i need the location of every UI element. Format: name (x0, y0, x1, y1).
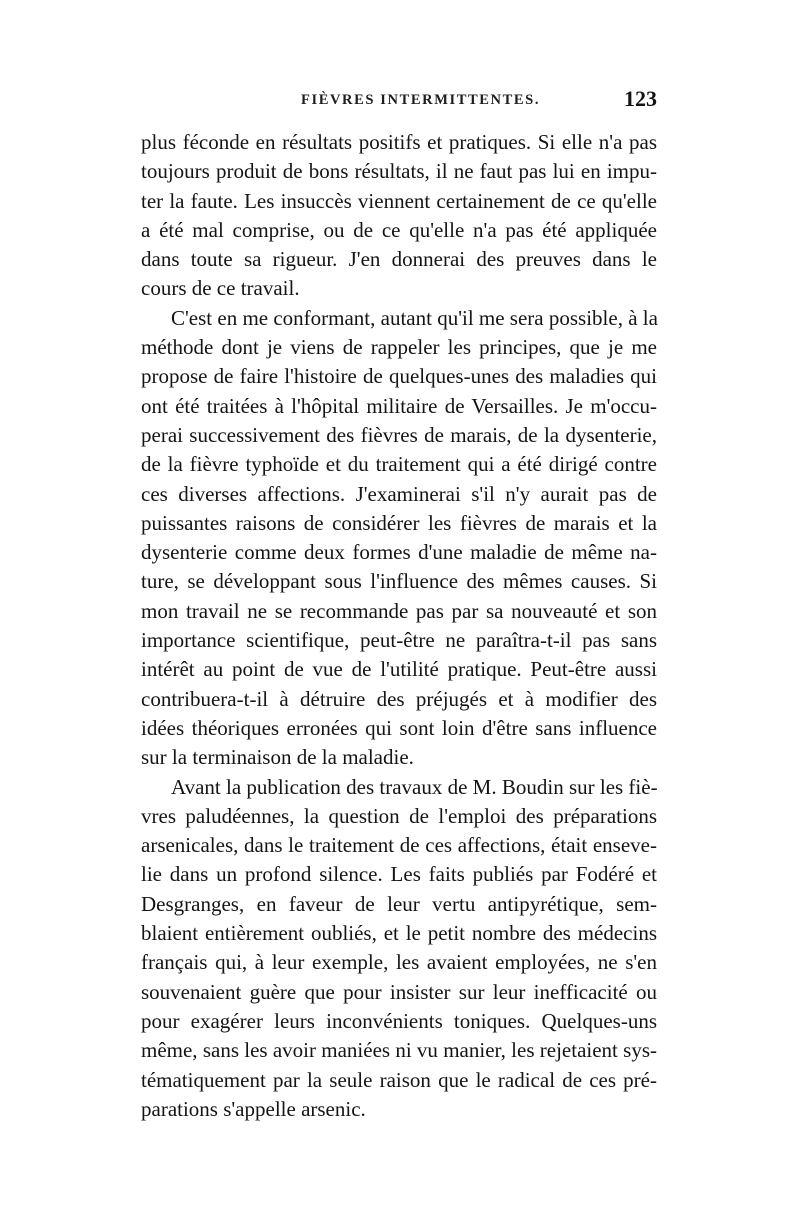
text-line: ture, se développant sous l'influence des mêmes causes. Si (141, 569, 657, 594)
text-line: dans toute sa rigueur. J'en donnerai des preuves dans le (141, 247, 657, 272)
text-line: propose de faire l'histoire de quelques-unes des maladies qui (141, 364, 657, 389)
text-line: arsenicales, dans le traitement de ces affections, était enseve- (141, 833, 657, 858)
text-line: Avant la publication des travaux de M. Boudin sur les fiè- (171, 774, 658, 799)
text-line: ces diverses affections. J'examinerai s'il n'y aurait pas de (141, 481, 657, 506)
text-line: même, sans les avoir maniées ni vu manier, les rejetaient sys- (141, 1038, 657, 1063)
text-line: cours de ce travail. (141, 276, 300, 301)
text-line: dysenterie comme deux formes d'une maladie de même na- (141, 540, 657, 565)
text-line: perai successivement des fièvres de marais, de la dysenterie, (141, 422, 657, 447)
paragraph-3 (141, 773, 657, 1125)
text-line: souvenaient guère que pour insister sur leur inefficacité ou (141, 979, 657, 1004)
text-line: toujours produit de bons résultats, il ne faut pas lui en impu- (141, 159, 657, 184)
page-number: 123 (624, 86, 657, 111)
text-line: C'est en me conformant, autant qu'il me sera possible, à la (171, 305, 658, 330)
text-line: idées théoriques erronées qui sont loin d'être sans influence (141, 715, 657, 740)
running-title: FIÈVRES INTERMITTENTES. (301, 92, 541, 108)
text-line: puissantes raisons de considérer les fièvres de marais et la (141, 510, 657, 535)
text-line: a été mal comprise, ou de ce qu'elle n'a pas été appliquée (141, 217, 657, 242)
text-line: de la fièvre typhoïde et du traitement qui a été dirigé contre (141, 452, 657, 477)
text-line: méthode dont je viens de rappeler les principes, que je me (141, 335, 657, 360)
paragraph-2 (141, 304, 657, 773)
text-line: contribuera-t-il à détruire des préjugés et à modifier des (141, 686, 657, 711)
text-line: tématiquement par la seule raison que le radical de ces pré- (141, 1067, 657, 1092)
text-line: pour exagérer leurs inconvénients toniques. Quelques-uns (141, 1008, 657, 1033)
text-line: ont été traitées à l'hôpital militaire de Versailles. Je m'occu- (141, 393, 657, 418)
text-line: importance scientifique, peut-être ne paraîtra-t-il pas sans (141, 628, 657, 653)
body-text (141, 128, 657, 1124)
text-line: français qui, à leur exemple, les avaient employées, ne s'en (141, 950, 657, 975)
text-line: intérêt au point de vue de l'utilité pratique. Peut-être aussi (141, 657, 657, 682)
text-line: Desgranges, en faveur de leur vertu antipyrétique, sem- (141, 891, 657, 916)
text-line: ter la faute. Les insuccès viennent certainement de ce qu'elle (141, 188, 657, 213)
text-line: plus féconde en résultats positifs et pratiques. Si elle n'a pas (141, 130, 657, 154)
paragraph-1 (141, 128, 657, 304)
text-line: parations s'appelle arsenic. (141, 1096, 366, 1121)
text-line: sur la terminaison de la maladie. (141, 745, 414, 770)
text-line: vres paludéennes, la question de l'emploi des préparations (141, 803, 657, 828)
text-line: blaient entièrement oubliés, et le petit nombre des médecins (141, 921, 657, 946)
text-line: lie dans un profond silence. Les faits publiés par Fodéré et (141, 862, 657, 887)
text-line: mon travail ne se recommande pas par sa nouveauté et son (141, 598, 657, 623)
running-head (141, 86, 657, 120)
